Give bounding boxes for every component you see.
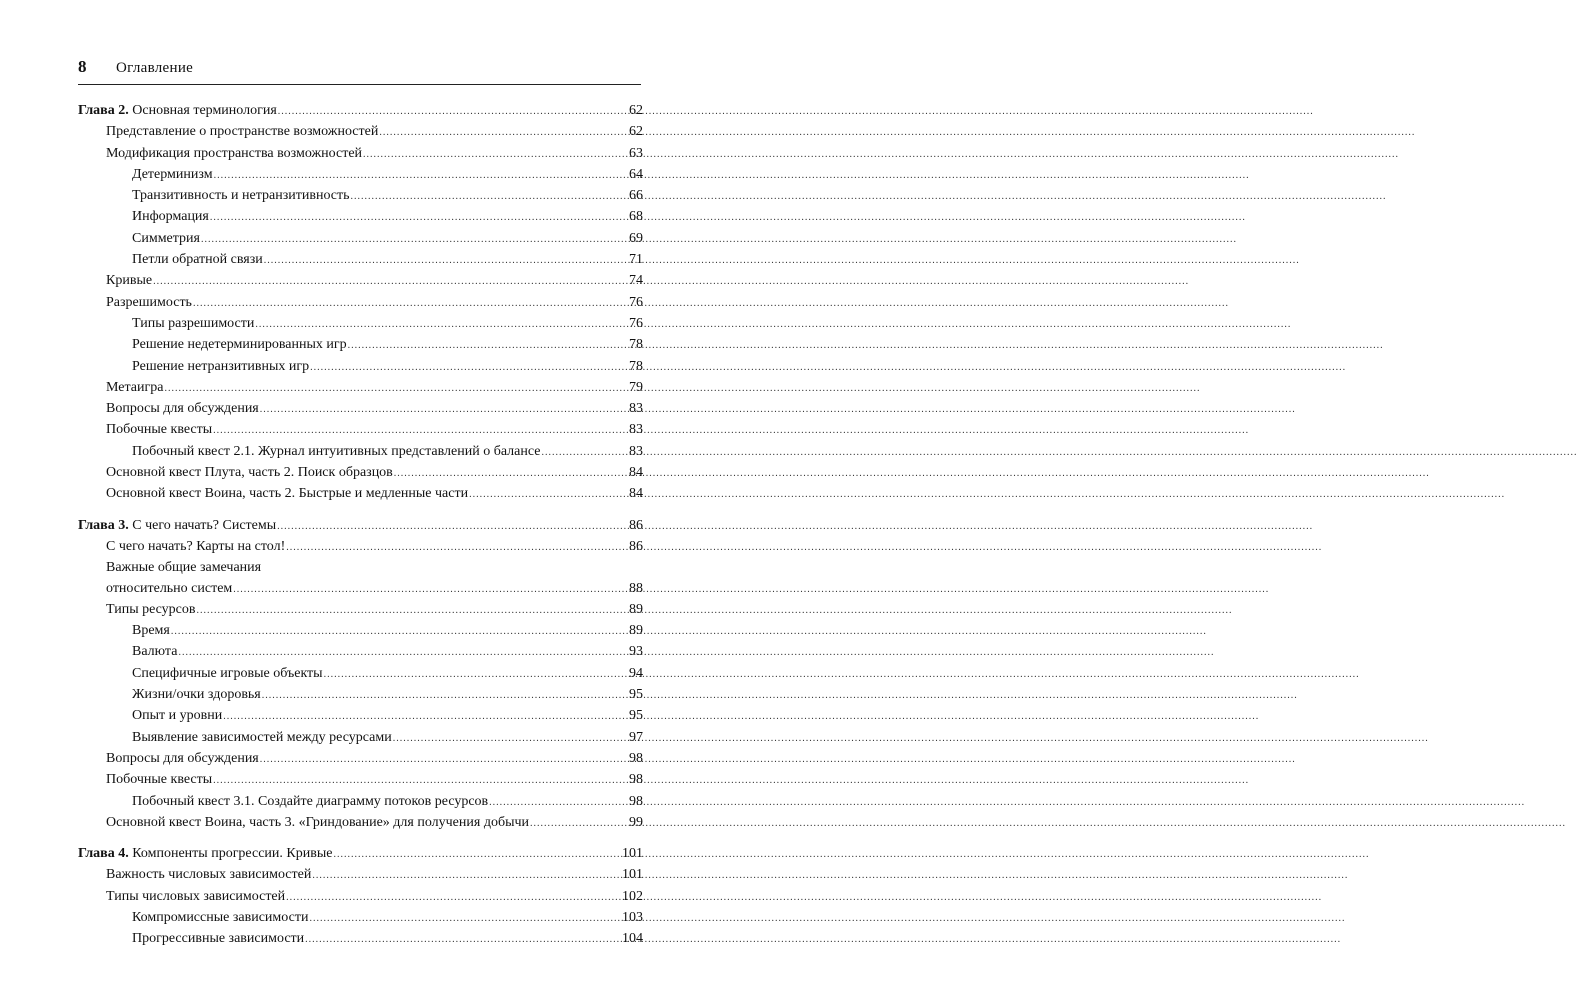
toc-subsection-entry[interactable]	[78, 792, 643, 813]
toc-entry-title	[106, 600, 196, 620]
toc-page-number: 95	[629, 687, 643, 703]
toc-entry-title	[132, 706, 222, 726]
toc-entry-title	[106, 293, 192, 313]
toc-page-number: 86	[629, 538, 643, 554]
toc-entry-title-text: Основной квест Воина, часть 3. «Гриндование» для получения добычи	[106, 814, 530, 830]
toc-chapter-block	[78, 101, 643, 506]
toc-entry-title	[132, 908, 308, 928]
toc-entry-title	[106, 144, 362, 164]
toc-subsection-entry[interactable]	[78, 929, 643, 950]
toc-entry-title-text: Типы числовых зависимостей	[106, 888, 286, 904]
toc-page-number: 78	[629, 358, 643, 374]
toc-entry-title-text: Важность числовых зависимостей	[106, 867, 312, 883]
toc-entry-title	[132, 685, 261, 705]
toc-page-number: 74	[629, 273, 643, 289]
toc-subsection-entry[interactable]	[78, 728, 643, 749]
toc-entry-title-text: Основной квест Воина, часть 2. Быстрые и медленные части	[106, 486, 469, 502]
toc-page-number: 95	[629, 708, 643, 724]
dot-leader	[164, 379, 628, 399]
toc-section-entry[interactable]	[78, 770, 643, 791]
toc-entry-title	[132, 314, 254, 334]
toc-entry-title	[132, 229, 200, 249]
dot-leader	[278, 102, 628, 122]
toc-entry-title-text: Разрешимость	[106, 294, 192, 310]
toc-entry-title	[106, 749, 259, 769]
toc-entry-title-text: Основной квест Плута, часть 2. Поиск образцов	[106, 465, 393, 481]
toc-entry-title	[106, 813, 529, 833]
toc-entry-title-text: Представление о пространстве возможностей	[106, 124, 379, 140]
toc-section-entry[interactable]	[78, 463, 643, 484]
dot-leader	[178, 643, 628, 663]
toc-section-entry[interactable]	[78, 378, 643, 399]
toc-page-number: 84	[629, 465, 643, 481]
toc-section-entry[interactable]	[78, 865, 643, 886]
toc-subsection-entry[interactable]	[78, 642, 643, 663]
toc-entry-title-text: Кривые	[106, 273, 153, 289]
toc-page-number: 69	[629, 230, 643, 246]
toc-section-entry[interactable]	[78, 749, 643, 770]
toc-page-number: 62	[629, 124, 643, 140]
toc-section-entry[interactable]	[78, 484, 643, 505]
toc-entry-title	[132, 165, 213, 185]
toc-page-number: 101	[622, 846, 643, 862]
dot-leader	[309, 909, 621, 929]
chapter-label: Глава 4.	[78, 846, 129, 862]
toc-page-number: 78	[629, 337, 643, 353]
dot-leader	[312, 866, 621, 886]
toc-entry-title	[106, 399, 259, 419]
toc-entry-title	[132, 642, 177, 662]
toc-entry-title-text: Прогрессивные зависимости	[132, 931, 305, 947]
toc-section-entry[interactable]	[78, 399, 643, 420]
dot-leader	[530, 814, 628, 834]
toc-page-number: 98	[629, 750, 643, 766]
dot-leader	[210, 208, 628, 228]
dot-leader	[394, 464, 628, 484]
toc-subsection-entry[interactable]	[78, 207, 643, 228]
toc-section-entry[interactable]	[78, 558, 643, 600]
toc-entry-title-text: Метаигра	[106, 379, 164, 395]
toc-page-number: 68	[629, 209, 643, 225]
toc-entry-title-text: Основная терминология	[128, 103, 277, 118]
toc-entry-title	[132, 442, 540, 462]
toc-subsection-entry[interactable]	[78, 314, 643, 335]
toc-section-entry[interactable]	[78, 537, 643, 558]
toc-entry-title	[132, 929, 304, 949]
toc-entry-title-text: Побочные квесты	[106, 422, 213, 438]
toc-entry-title	[106, 537, 285, 557]
dot-leader	[469, 485, 628, 505]
dot-leader	[305, 930, 621, 950]
dot-leader	[153, 272, 628, 292]
toc-subsection-entry[interactable]	[78, 335, 643, 356]
toc-entry-title	[132, 621, 170, 641]
toc-entry-title	[132, 207, 209, 227]
toc-page-number: 62	[629, 103, 643, 118]
chapter-label: Глава 2.	[78, 103, 129, 118]
toc-page-number: 83	[629, 443, 643, 459]
dot-leader	[213, 771, 628, 791]
dot-leader	[310, 358, 628, 378]
toc-section-entry[interactable]	[78, 420, 643, 441]
toc-page-number: 71	[629, 252, 643, 268]
toc-entry-title-text: Детерминизм	[132, 166, 213, 182]
toc-section-entry[interactable]	[78, 271, 643, 292]
toc-entry-title	[132, 250, 263, 270]
toc-entry-title-text: Опыт и уровни	[132, 708, 223, 724]
toc-entry-title	[132, 357, 309, 377]
toc-page-number: 98	[629, 793, 643, 809]
toc-entry-title	[78, 516, 276, 536]
toc-page-number: 83	[629, 422, 643, 438]
dot-leader	[324, 665, 628, 685]
toc-subsection-entry[interactable]	[78, 685, 643, 706]
toc-entry-title-text: Компромиссные зависимости	[132, 909, 309, 925]
toc-subsection-entry[interactable]	[78, 621, 643, 642]
toc-entry-title-text: Вопросы для обсуждения	[106, 401, 259, 417]
toc-section-entry[interactable]	[78, 293, 643, 314]
toc-entry-title	[106, 887, 285, 907]
dot-leader	[213, 421, 628, 441]
toc-page-number: 103	[622, 909, 643, 925]
toc-entry-title	[106, 770, 212, 790]
toc-entry-title	[106, 463, 393, 483]
toc-entry-title	[106, 378, 163, 398]
dot-leader	[223, 707, 628, 727]
toc-subsection-entry[interactable]	[78, 664, 643, 685]
toc-page-number: 94	[629, 665, 643, 681]
dot-leader	[333, 845, 621, 865]
toc-entry-title-text: С чего начать? Карты на стол!	[106, 538, 286, 554]
running-head-title: Оглавление	[116, 60, 194, 76]
dot-leader	[286, 538, 628, 558]
toc-page-number: 66	[629, 188, 643, 204]
dot-leader	[541, 443, 628, 463]
toc-subsection-entry[interactable]	[78, 186, 643, 207]
toc-page-number: 99	[629, 814, 643, 830]
toc-section-entry[interactable]	[78, 600, 643, 621]
toc-page-number: 86	[629, 517, 643, 533]
toc-chapter-block	[78, 844, 643, 950]
toc-chapter-entry[interactable]	[78, 516, 643, 537]
table-of-contents	[78, 101, 643, 961]
toc-entry-title	[132, 335, 347, 355]
toc-entry-title-text: Побочный квест 3.1. Создайте диаграмму потоков ресурсов	[132, 793, 489, 809]
toc-entry-title-text: Специфичные игровые объекты	[132, 665, 323, 681]
toc-entry-title	[132, 792, 488, 812]
toc-entry-title-text: Информация	[132, 209, 209, 225]
toc-subsection-entry[interactable]	[78, 165, 643, 186]
toc-entry-title	[132, 186, 350, 206]
toc-entry-title-text: Модификация пространства возможностей	[106, 145, 363, 161]
dot-leader	[363, 145, 628, 165]
chapter-label: Глава 3.	[78, 517, 129, 533]
toc-page-number: 79	[629, 379, 643, 395]
toc-section-entry[interactable]	[78, 144, 643, 165]
dot-leader	[233, 580, 628, 600]
dot-leader	[264, 251, 628, 271]
dot-leader	[489, 793, 628, 813]
toc-chapter-entry[interactable]	[78, 844, 643, 865]
toc-entry-title-text: Типы ресурсов	[106, 601, 196, 617]
toc-page-number: 93	[629, 644, 643, 660]
toc-entry-title-text: Типы разрешимости	[132, 315, 255, 331]
dot-leader	[260, 750, 628, 770]
dot-leader	[262, 686, 628, 706]
toc-page-number: 83	[629, 401, 643, 417]
toc-entry-title-text: Вопросы для обсуждения	[106, 750, 259, 766]
toc-entry-title-text: Компоненты прогрессии. Кривые	[128, 846, 333, 862]
toc-entry-title	[106, 420, 212, 440]
toc-entry-title	[132, 728, 392, 748]
toc-entry-title	[106, 579, 232, 599]
toc-chapter-entry[interactable]	[78, 101, 643, 122]
toc-page-number: 102	[622, 888, 643, 904]
toc-subsection-entry[interactable]	[78, 908, 643, 929]
toc-entry-title-text: Побочный квест 2.1. Журнал интуитивных представлений о балансе	[132, 443, 541, 459]
toc-page-number: 64	[629, 166, 643, 182]
toc-page-number: 84	[629, 486, 643, 502]
toc-entry-title-text: Решение нетранзитивных игр	[132, 358, 310, 374]
toc-entry-title-text: относительно систем	[106, 580, 233, 596]
toc-entry-title	[78, 844, 332, 864]
toc-entry-title	[106, 122, 378, 142]
toc-entry-title-text: Время	[132, 623, 170, 639]
toc-entry-title-text: Побочные квесты	[106, 772, 213, 788]
toc-page-number: 89	[629, 601, 643, 617]
toc-entry-title-text: Петли обратной связи	[132, 252, 263, 268]
toc-page-number: 98	[629, 772, 643, 788]
page-number: 8	[78, 57, 87, 76]
dot-leader	[201, 230, 628, 250]
toc-subsection-entry[interactable]	[78, 229, 643, 250]
toc-section-entry[interactable]	[78, 122, 643, 143]
toc-page-number: 89	[629, 623, 643, 639]
toc-subsection-entry[interactable]	[78, 706, 643, 727]
toc-entry-title	[106, 865, 311, 885]
dot-leader	[348, 336, 628, 356]
dot-leader	[260, 400, 628, 420]
toc-subsection-entry[interactable]	[78, 357, 643, 378]
toc-entry-title-line: Важные общие замечания	[106, 560, 262, 576]
toc-page-number: 97	[629, 729, 643, 745]
dot-leader	[351, 187, 628, 207]
toc-entry-title-text: С чего начать? Системы	[128, 517, 277, 533]
toc-entry-title-text: Симметрия	[132, 230, 200, 246]
dot-leader	[379, 123, 628, 143]
running-header	[78, 56, 641, 85]
toc-entry-title	[132, 664, 323, 684]
toc-page-number: 101	[622, 867, 643, 883]
dot-leader	[197, 601, 628, 621]
toc-page-number: 76	[629, 315, 643, 331]
toc-entry-title	[78, 101, 277, 121]
dot-leader	[214, 166, 628, 186]
toc-entry-title-text: Валюта	[132, 644, 178, 660]
dot-leader	[393, 729, 628, 749]
toc-entry-title	[106, 271, 152, 291]
dot-leader	[286, 888, 621, 908]
toc-page-number: 63	[629, 145, 643, 161]
toc-subsection-entry[interactable]	[78, 250, 643, 271]
toc-page-number: 76	[629, 294, 643, 310]
toc-page-number: 88	[629, 580, 643, 596]
toc-entry-title	[106, 484, 468, 504]
toc-entry-title-text: Жизни/очки здоровья	[132, 687, 261, 703]
toc-entry-title-text: Выявление зависимостей между ресурсами	[132, 729, 392, 745]
toc-section-entry[interactable]	[78, 813, 643, 834]
toc-entry-title-text: Транзитивность и нетранзитивность	[132, 188, 350, 204]
dot-leader	[193, 294, 628, 314]
toc-page-number: 104	[622, 931, 643, 947]
dot-leader	[255, 315, 628, 335]
toc-subsection-entry[interactable]	[78, 442, 643, 463]
toc-section-entry[interactable]	[78, 887, 643, 908]
toc-chapter-block	[78, 516, 643, 834]
dot-leader	[171, 622, 628, 642]
toc-entry-title-text: Решение недетерминированных игр	[132, 337, 347, 353]
dot-leader	[277, 517, 628, 537]
